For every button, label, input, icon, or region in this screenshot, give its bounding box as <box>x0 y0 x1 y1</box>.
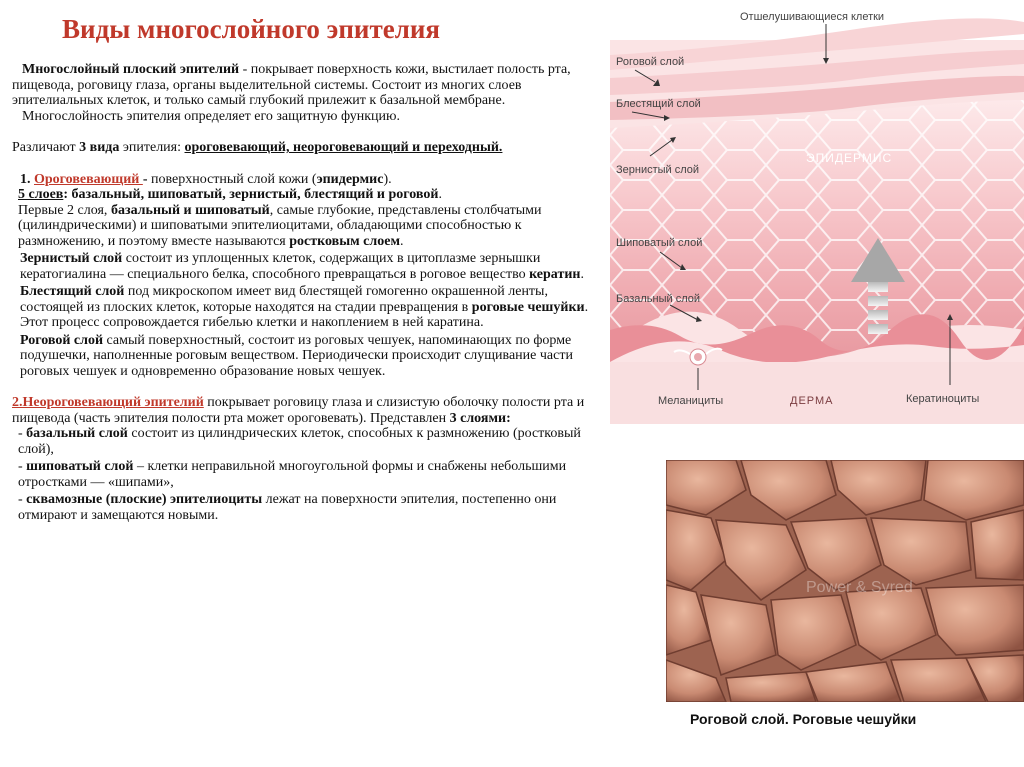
layers-line <box>12 187 597 203</box>
layers-list: : базальный, шиповатый, зернистый, блестящий и роговой <box>63 187 439 202</box>
types-prefix: Различают <box>12 140 80 155</box>
keratinizing-number: 1. <box>20 171 34 187</box>
micrograph-caption: Роговой слой. Роговые чешуйки <box>690 711 917 727</box>
item-term: шиповатый слой <box>26 459 134 474</box>
label-epidermis: ЭПИДЕРМИС <box>806 151 893 165</box>
horny-text: самый поверхностный, состоит из роговых чешуек, напоминающих по форме подушечки, наполненные роговым веществом. Периодически происходит слущивание части роговых чешуек и одновременно образование новых чешуек. <box>20 332 573 379</box>
page-title: Виды многослойного эпителия <box>62 14 441 44</box>
label-spiny-layer: Шиповатый слой <box>616 237 703 249</box>
label-shiny-layer: Блестящий слой <box>616 98 701 110</box>
label-melanocytes: Меланициты <box>658 395 724 407</box>
horny-scales-micrograph <box>666 460 1024 702</box>
granular-paragraph <box>12 251 597 282</box>
first-end: . <box>400 233 404 249</box>
label-derma: ДЕРМА <box>790 395 834 407</box>
intro-text: - покрывает поверхность кожи, выстилает полость рта, пищевода, роговицу глаза, органы выделительной системы. Состоит из многих слоев эпителиальных клеток, и только самый глубокий прилежит к базальной мембране. <box>12 62 571 108</box>
layers-end: . <box>438 187 442 202</box>
intro-paragraph <box>12 62 597 109</box>
micrograph-watermark: Power & Syred <box>806 579 913 596</box>
nonkeratinizing-term: 2.Неороговевающий эпителий <box>12 395 204 410</box>
item-text: – клетки неправильной многоугольной формы и снабжены небольшими отростками — «шипами», <box>18 459 567 490</box>
keratinizing-term: Ороговевающий <box>34 171 143 187</box>
horny-term: Роговой слой <box>20 332 104 348</box>
shiny-end: . Этот процесс сопровождается гибелью клетки и накоплением в ней каратина. <box>20 299 589 330</box>
types-paragraph <box>12 140 597 156</box>
keratinizing-epidermis: эпидермис <box>316 171 384 187</box>
shiny-scales: роговые чешуйки <box>471 299 585 315</box>
types-count: 3 вида <box>79 140 120 155</box>
shiny-paragraph <box>12 284 597 331</box>
label-exfoliating-cells: Отшелушивающиеся клетки <box>740 11 885 23</box>
granular-term: Зернистый слой <box>20 251 123 266</box>
item-text: лежат на поверхности эпителия, постепенно они отмирают и замещаются новыми. <box>18 492 557 523</box>
first-text: , самые глубокие, представлены столбчатыми (цилиндрическими) и шиповатыми эпителиоцитами, обладающими способностью к размножению, и поэтому вместе называются <box>18 202 542 249</box>
types-list: ороговевающий, неороговевающий и переходный. <box>184 140 503 155</box>
item-term: базальный слой <box>26 426 128 441</box>
keratinizing-close: ). <box>383 171 392 187</box>
first-bold: базальный и шиповатый <box>110 202 270 218</box>
label-granular-layer: Зернистый слой <box>616 164 700 176</box>
layers-count: 5 слоев <box>18 187 64 202</box>
first-term: ростковым слоем <box>289 233 400 249</box>
granular-keratin: кератин <box>529 266 581 282</box>
label-basal-layer: Базальный слой <box>616 293 701 305</box>
skin-layers-diagram <box>610 0 1024 424</box>
keratinizing-heading <box>12 172 597 188</box>
label-keratinocytes: Кератиноциты <box>906 393 980 405</box>
nonkeratinizing-count: 3 слоями: <box>449 410 511 426</box>
item-prefix: - <box>18 492 27 507</box>
types-middle: эпителия: <box>119 140 185 155</box>
item-term: сквамозные (плоские) эпителиоциты <box>26 492 263 507</box>
item-prefix: - <box>18 459 27 474</box>
nonkeratinizing-item <box>12 459 597 490</box>
text-column <box>12 62 597 523</box>
first-prefix: Первые 2 слоя, <box>18 202 111 218</box>
label-horny-layer: Роговой слой <box>616 56 685 68</box>
keratinizing-text: поверхностный слой кожи ( <box>147 171 317 187</box>
horny-paragraph <box>12 333 597 380</box>
shiny-text: под микроскопом имеет вид блестящей гомогенно окрашенной ленты, состоящей из плоских клеток, которые находятся на стадии превращения в <box>20 284 548 315</box>
intro-note: Многослойность эпителия определяет его защитную функцию. <box>22 108 400 124</box>
keratinizing-dash: - <box>142 171 148 187</box>
nonkeratinizing-item <box>12 426 597 457</box>
granular-text: состоит из уплощенных клеток, содержащих в цитоплазме зернышки кератогиалина — специального белка, способного превращаться в роговое вещество <box>20 251 541 282</box>
shiny-term: Блестящий слой <box>20 284 125 299</box>
nonkeratinizing-item <box>12 492 597 523</box>
granular-end: . <box>580 266 584 282</box>
item-text: состоит из цилиндрических клеток, способных к размножению (ростковый слой), <box>18 426 581 457</box>
first-layers-paragraph <box>12 203 597 250</box>
intro-term: Многослойный плоский эпителий <box>22 62 240 77</box>
nonkeratinizing-text: покрывает роговицу глаза и слизистую оболочку полости рта и пищевода (часть эпителия полости рта может ороговевать). Представлен <box>12 395 585 426</box>
nonkeratinizing-paragraph <box>12 395 597 426</box>
item-prefix: - <box>18 426 27 441</box>
